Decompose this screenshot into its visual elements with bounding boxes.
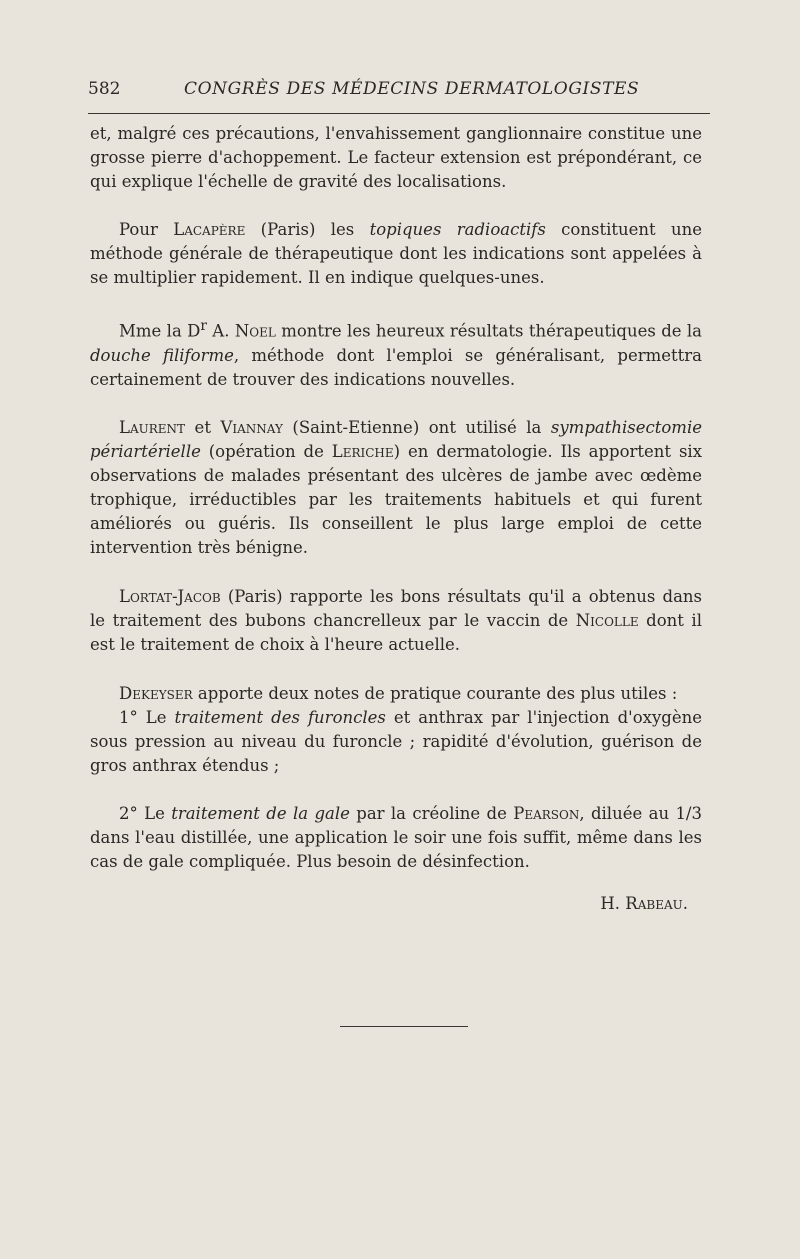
emphasis: traitement des furoncles xyxy=(174,707,386,727)
author-name: Laurent xyxy=(119,417,186,437)
running-title: CONGRÈS DES MÉDECINS DERMATOLOGISTES xyxy=(184,79,640,99)
page-number: 582 xyxy=(88,79,121,99)
running-head xyxy=(88,76,710,102)
emphasis: sympathisectomie périartérielle xyxy=(90,417,702,461)
text-run: Pour xyxy=(119,220,174,239)
author-name: Lacapère xyxy=(173,220,246,239)
emphasis: topiques radioactifs xyxy=(369,220,546,239)
text-run: , méthode dont l'emploi se généralisant, permettra certainement de trouver des indications nouvelles. xyxy=(90,345,702,389)
emphasis: traitement de la gale xyxy=(171,803,350,823)
paragraph-lortat-jacob xyxy=(90,585,702,657)
author-name: Dekeyser xyxy=(119,683,193,703)
text-run: apporte deux notes de pratique courante des plus utiles : xyxy=(192,683,678,703)
paragraph-note-2 xyxy=(90,802,702,874)
text-run: ) en dermatologie. Ils apportent six observations de malades présentant des ulcères de jambe avec œdème trophique, irréductibles par les traitements habituels et qui furent améliorés ou guéris. Ils conseillent le plus large emploi de cette intervention très bénigne. xyxy=(90,441,703,557)
paragraph-laurent-viannay xyxy=(90,416,702,560)
paragraph-continuation: et, malgré ces précautions, l'envahissement ganglionnaire constitue une grosse pierre d'achoppement. Le facteur extension est prépondérant, ce qui explique l'échelle de gravité des localisations. xyxy=(90,124,702,191)
signature-initial: H. xyxy=(600,893,626,913)
text-run: 1° Le xyxy=(119,707,175,727)
text-run: (Saint-Etienne) ont utilisé la xyxy=(282,417,551,437)
header-rule xyxy=(88,113,710,114)
text-run: et anthrax par l'injection d'oxygène sous pression au niveau du furoncle ; rapidité d'évolution, guérison de gros anthrax étendus ; xyxy=(90,707,702,775)
text-run: constituent une méthode générale de thérapeutique dont les indications sont appelées à se multiplier rapidement. Il en indique quelques-unes. xyxy=(90,220,702,287)
text-run: (opération de xyxy=(200,441,332,461)
signature-name: Rabeau. xyxy=(625,893,688,913)
text-run: A. xyxy=(206,321,235,341)
text-run: Mme la D xyxy=(119,321,201,341)
body-text xyxy=(90,122,702,916)
author-name: Leriche xyxy=(331,441,394,461)
text-run: et xyxy=(185,417,221,437)
superscript: r xyxy=(200,318,207,334)
text-run: (Paris) rapporte les bons résultats qu'il a obtenus dans le traitement des bubons chancrelleux par le vaccin de xyxy=(90,586,702,630)
author-name: Viannay xyxy=(220,417,283,437)
emphasis: douche filiforme xyxy=(90,345,234,365)
paragraph-note-1 xyxy=(90,706,702,778)
text-run: par la créoline de xyxy=(349,803,514,823)
text-run: 2° Le xyxy=(119,803,172,823)
text-run: (Paris) les xyxy=(245,220,370,239)
signature xyxy=(90,892,702,916)
author-name: Lortat-Jacob xyxy=(119,586,221,606)
paragraph-noel xyxy=(90,314,702,392)
author-name: Pearson xyxy=(513,803,580,823)
end-rule xyxy=(340,1026,468,1027)
text-run: , diluée au 1/3 dans l'eau distillée, une application le soir une fois suffit, même dans les cas de gale compliquée. Plus besoin de désinfection. xyxy=(90,803,702,871)
text-run: montre les heureux résultats thérapeutiques de la xyxy=(275,321,703,341)
author-name: Noel xyxy=(234,321,276,341)
paragraph-lacapere xyxy=(90,218,702,290)
paragraph-dekeyser xyxy=(90,682,702,706)
text-run: dont il est le traitement de choix à l'heure actuelle. xyxy=(90,610,702,654)
author-name: Nicolle xyxy=(575,610,639,630)
